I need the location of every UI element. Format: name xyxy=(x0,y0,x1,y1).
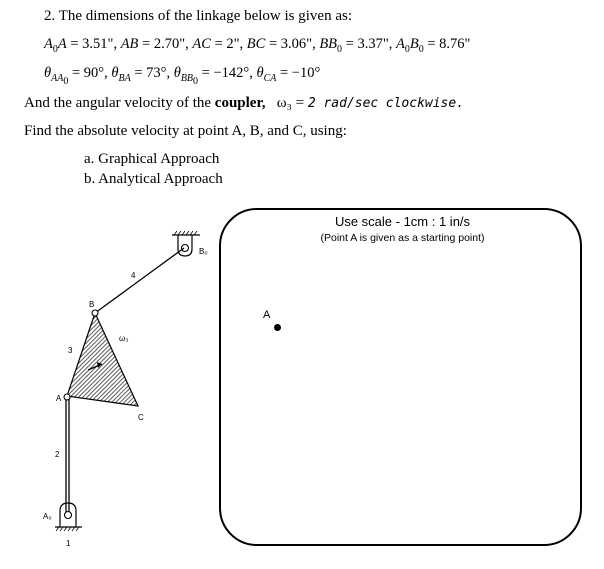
point-a-marker xyxy=(274,324,281,331)
coupler-link-3 xyxy=(67,313,138,406)
label-b: B xyxy=(89,300,95,309)
label-link-1: 1 xyxy=(66,539,71,548)
method-analytical: b. Analytical Approach xyxy=(84,171,223,187)
label-link-4: 4 xyxy=(131,271,136,280)
ground-b0 xyxy=(172,231,200,256)
angular-velocity-statement: And the angular velocity of the coupler, ω₃ = 2 rad/sec clockwise. xyxy=(24,95,465,111)
point-a-label: A xyxy=(263,309,271,321)
velocity-polygon-box xyxy=(219,208,582,546)
scale-note: Use scale - 1cm : 1 in/s xyxy=(334,214,471,229)
linkage-diagram xyxy=(0,0,220,569)
link-4 xyxy=(95,248,184,313)
joint-b xyxy=(92,310,98,316)
label-link-2: 2 xyxy=(55,450,60,459)
label-a: A xyxy=(56,394,62,403)
dimensions-equation: $A_0A = 3.51$", AB = 2.70", AC = 2", BC = 3.06", $BB_0 = 3.37$", $A_0B_0 = 8.76$" xyxy=(44,36,471,55)
label-b0: B₀ xyxy=(199,247,208,256)
angles-equation: $\theta_{AA_0} = 90^\circ$, $\theta_{BA} = 73^\circ$, $\theta_{BB_0} = -142^\circ$, $\theta_{CA} = -10^\circ$ xyxy=(44,65,321,87)
label-a0: A₀ xyxy=(43,512,52,521)
label-c: C xyxy=(138,413,144,422)
label-omega3: ω₃ xyxy=(119,334,129,343)
joint-a xyxy=(64,394,70,400)
label-link-3: 3 xyxy=(68,346,73,355)
find-instruction: Find the absolute velocity at point A, B, and C, using: xyxy=(24,123,347,139)
method-graphical: a. Graphical Approach xyxy=(84,151,220,167)
starting-point-note: (Point A is given as a starting point) xyxy=(320,232,485,244)
problem-heading: 2. The dimensions of the linkage below is given as: xyxy=(44,8,353,24)
